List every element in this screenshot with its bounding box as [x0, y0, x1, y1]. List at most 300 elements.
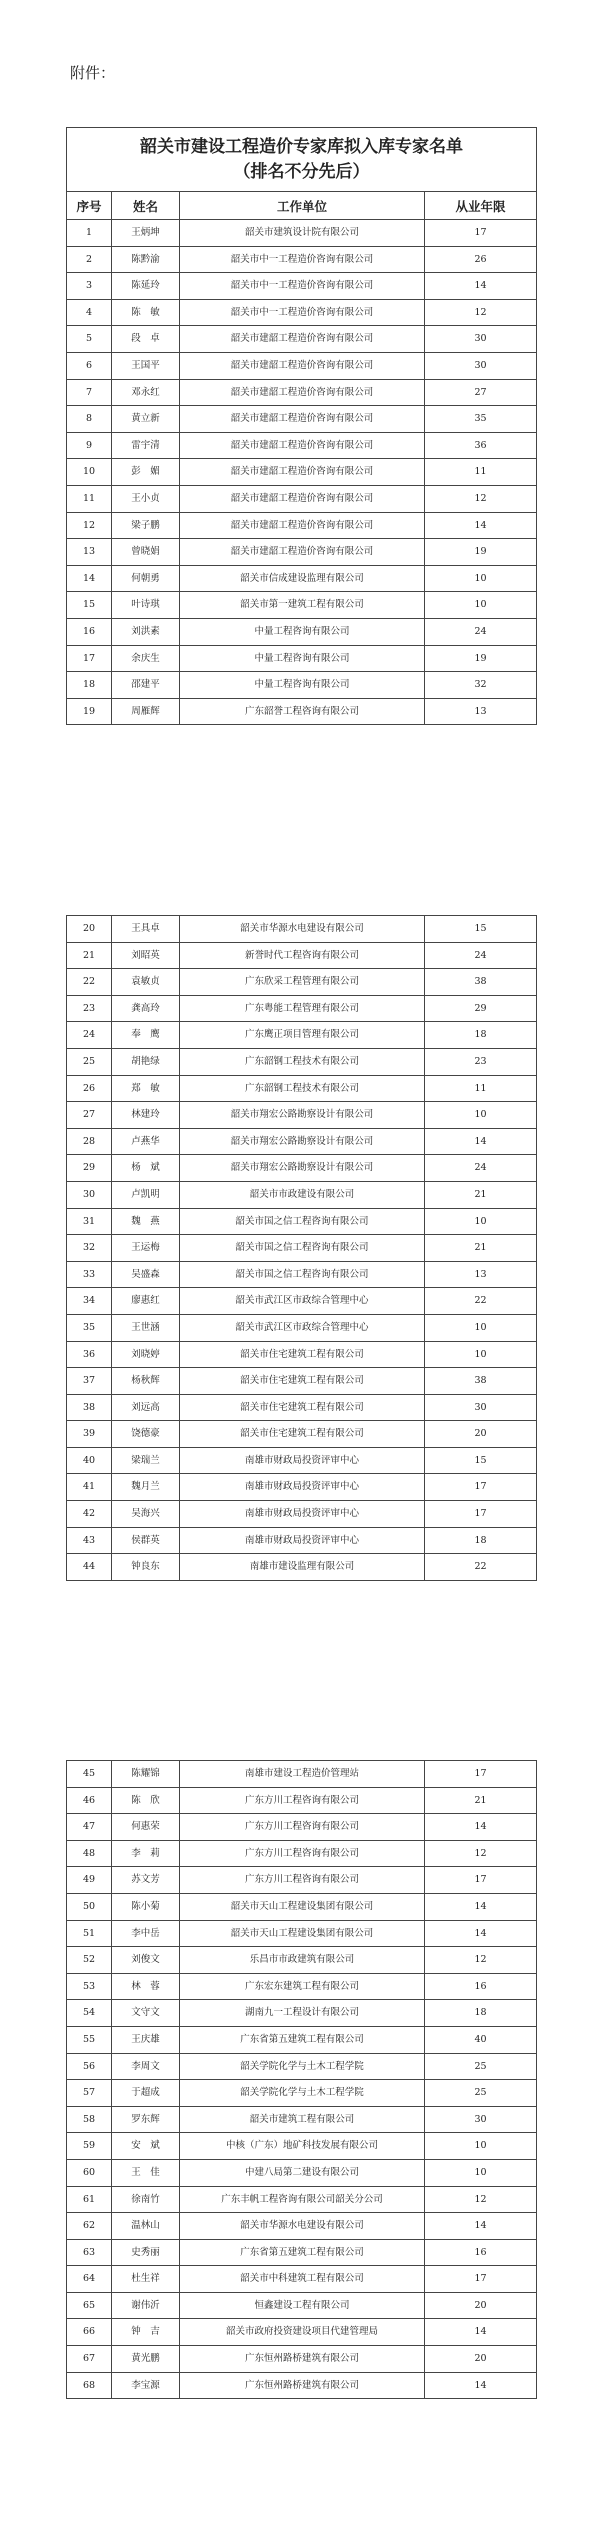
cell-years: 17: [425, 1474, 537, 1501]
cell-no: 49: [67, 1867, 112, 1894]
cell-years: 22: [425, 1288, 537, 1315]
cell-name: 吴海兴: [112, 1501, 180, 1528]
cell-no: 13: [67, 539, 112, 566]
cell-years: 14: [425, 273, 537, 300]
table-row: [67, 969, 537, 996]
cell-unit: 韶关市华源水电建设有限公司: [180, 2213, 425, 2240]
table-row: [67, 2292, 537, 2319]
table-row: [67, 1501, 537, 1528]
cell-years: 18: [425, 2000, 537, 2027]
cell-unit: 韶关市建韶工程造价咨询有限公司: [180, 432, 425, 459]
table-row: [67, 1554, 537, 1581]
cell-name: 王具卓: [112, 916, 180, 943]
cell-no: 5: [67, 326, 112, 353]
cell-years: 17: [425, 1761, 537, 1788]
cell-years: 14: [425, 1814, 537, 1841]
table-row: [67, 2239, 537, 2266]
cell-name: 史秀丽: [112, 2239, 180, 2266]
title-subtitle: （排名不分先后）: [233, 161, 370, 182]
table-row: [67, 2133, 537, 2160]
table-row: [67, 2372, 537, 2399]
cell-name: 魏月兰: [112, 1474, 180, 1501]
cell-no: 53: [67, 1973, 112, 2000]
cell-no: 46: [67, 1787, 112, 1814]
cell-name: 杨 斌: [112, 1155, 180, 1182]
cell-years: 10: [425, 592, 537, 619]
cell-name: 王庆雄: [112, 2026, 180, 2053]
cell-no: 52: [67, 1947, 112, 1974]
table-row: [67, 1867, 537, 1894]
cell-name: 王 佳: [112, 2159, 180, 2186]
cell-years: 27: [425, 379, 537, 406]
cell-unit: 南雄市建设工程造价管理站: [180, 1761, 425, 1788]
cell-no: 8: [67, 406, 112, 433]
cell-unit: 韶关市国之信工程咨询有限公司: [180, 1261, 425, 1288]
table-row: [67, 942, 537, 969]
cell-no: 24: [67, 1022, 112, 1049]
table-row: [67, 539, 537, 566]
cell-no: 59: [67, 2133, 112, 2160]
cell-unit: 韶关学院化学与土木工程学院: [180, 2053, 425, 2080]
cell-years: 20: [425, 2292, 537, 2319]
cell-no: 41: [67, 1474, 112, 1501]
cell-years: 21: [425, 1181, 537, 1208]
header-no: 序号: [67, 192, 112, 220]
cell-unit: 韶关市天山工程建设集团有限公司: [180, 1893, 425, 1920]
table-row: [67, 1314, 537, 1341]
cell-unit: 韶关市建筑工程有限公司: [180, 2106, 425, 2133]
cell-name: 吴盛森: [112, 1261, 180, 1288]
cell-name: 林 蓉: [112, 1973, 180, 2000]
cell-name: 文守文: [112, 2000, 180, 2027]
cell-unit: 韶关市住宅建筑工程有限公司: [180, 1368, 425, 1395]
table-row: [67, 1341, 537, 1368]
cell-years: 17: [425, 1501, 537, 1528]
cell-years: 10: [425, 2159, 537, 2186]
cell-unit: 广东省第五建筑工程有限公司: [180, 2239, 425, 2266]
cell-no: 51: [67, 1920, 112, 1947]
cell-no: 14: [67, 565, 112, 592]
cell-no: 55: [67, 2026, 112, 2053]
cell-unit: 广东粤能工程管理有限公司: [180, 995, 425, 1022]
cell-years: 13: [425, 1261, 537, 1288]
title-main: 韶关市建设工程造价专家库拟入库专家名单: [140, 136, 463, 157]
cell-no: 45: [67, 1761, 112, 1788]
cell-name: 段 卓: [112, 326, 180, 353]
table-row: [67, 2080, 537, 2107]
cell-no: 12: [67, 512, 112, 539]
cell-years: 30: [425, 2106, 537, 2133]
cell-no: 33: [67, 1261, 112, 1288]
cell-name: 卢凯明: [112, 1181, 180, 1208]
cell-no: 35: [67, 1314, 112, 1341]
table-row: [67, 2159, 537, 2186]
cell-unit: 韶关市信成建设监理有限公司: [180, 565, 425, 592]
cell-unit: 广东宏东建筑工程有限公司: [180, 1973, 425, 2000]
cell-no: 36: [67, 1341, 112, 1368]
cell-years: 17: [425, 220, 537, 247]
cell-no: 20: [67, 916, 112, 943]
cell-name: 王国平: [112, 352, 180, 379]
cell-unit: 广东省第五建筑工程有限公司: [180, 2026, 425, 2053]
cell-years: 11: [425, 459, 537, 486]
table-row: [67, 2106, 537, 2133]
table-row: [67, 379, 537, 406]
cell-unit: 中建八局第二建设有限公司: [180, 2159, 425, 2186]
cell-name: 王炳坤: [112, 220, 180, 247]
cell-no: 48: [67, 1840, 112, 1867]
cell-name: 廖惠红: [112, 1288, 180, 1315]
header-years: 从业年限: [425, 192, 537, 220]
cell-name: 杜生祥: [112, 2266, 180, 2293]
table-row: [67, 645, 537, 672]
cell-name: 黄立新: [112, 406, 180, 433]
cell-name: 钟 吉: [112, 2319, 180, 2346]
cell-unit: 韶关市建韶工程造价咨询有限公司: [180, 485, 425, 512]
cell-unit: 韶关市建韶工程造价咨询有限公司: [180, 379, 425, 406]
cell-no: 67: [67, 2346, 112, 2373]
cell-name: 胡艳绿: [112, 1048, 180, 1075]
table-row: [67, 2213, 537, 2240]
expert-list-table-page-1: [66, 127, 537, 725]
cell-unit: 韶关市建韶工程造价咨询有限公司: [180, 406, 425, 433]
cell-years: 17: [425, 2266, 537, 2293]
cell-unit: 韶关市建筑设计院有限公司: [180, 220, 425, 247]
cell-years: 21: [425, 1787, 537, 1814]
cell-name: 刘俊文: [112, 1947, 180, 1974]
cell-name: 龚高玲: [112, 995, 180, 1022]
cell-name: 黄光鹏: [112, 2346, 180, 2373]
cell-no: 22: [67, 969, 112, 996]
table-row: [67, 299, 537, 326]
cell-name: 奉 鹰: [112, 1022, 180, 1049]
cell-years: 32: [425, 672, 537, 699]
cell-years: 23: [425, 1048, 537, 1075]
cell-years: 14: [425, 2372, 537, 2399]
cell-name: 刘远高: [112, 1394, 180, 1421]
cell-name: 周雁辉: [112, 698, 180, 725]
cell-no: 4: [67, 299, 112, 326]
table-row: [67, 698, 537, 725]
cell-no: 17: [67, 645, 112, 672]
cell-years: 12: [425, 485, 537, 512]
cell-no: 62: [67, 2213, 112, 2240]
cell-years: 29: [425, 995, 537, 1022]
cell-name: 杨秋辉: [112, 1368, 180, 1395]
cell-no: 9: [67, 432, 112, 459]
cell-years: 17: [425, 1867, 537, 1894]
cell-no: 30: [67, 1181, 112, 1208]
cell-no: 29: [67, 1155, 112, 1182]
table-body: [67, 1761, 537, 2399]
cell-unit: 南雄市财政局投资评审中心: [180, 1474, 425, 1501]
table-row: [67, 2026, 537, 2053]
table-row: [67, 326, 537, 353]
cell-name: 于超成: [112, 2080, 180, 2107]
cell-years: 10: [425, 1102, 537, 1129]
table-row: [67, 432, 537, 459]
cell-years: 10: [425, 1208, 537, 1235]
cell-name: 刘昭英: [112, 942, 180, 969]
cell-no: 25: [67, 1048, 112, 1075]
table-row: [67, 1527, 537, 1554]
header-row: [67, 192, 537, 220]
table-row: [67, 1128, 537, 1155]
cell-no: 37: [67, 1368, 112, 1395]
header-unit: 工作单位: [180, 192, 425, 220]
table-row: [67, 1155, 537, 1182]
cell-years: 19: [425, 645, 537, 672]
cell-years: 24: [425, 1155, 537, 1182]
cell-years: 12: [425, 1840, 537, 1867]
table-row: [67, 2053, 537, 2080]
table-row: [67, 916, 537, 943]
cell-name: 余庆生: [112, 645, 180, 672]
cell-no: 66: [67, 2319, 112, 2346]
cell-unit: 韶关市翔宏公路勘察设计有限公司: [180, 1102, 425, 1129]
cell-unit: 广东方川工程咨询有限公司: [180, 1867, 425, 1894]
cell-name: 陈 敏: [112, 299, 180, 326]
cell-unit: 湖南九一工程设计有限公司: [180, 2000, 425, 2027]
cell-years: 12: [425, 299, 537, 326]
cell-no: 63: [67, 2239, 112, 2266]
cell-name: 谢伟沂: [112, 2292, 180, 2319]
cell-unit: 韶关市建韶工程造价咨询有限公司: [180, 539, 425, 566]
cell-unit: 广东韶誉工程咨询有限公司: [180, 698, 425, 725]
cell-no: 11: [67, 485, 112, 512]
table-body: [67, 220, 537, 725]
table-row: [67, 2266, 537, 2293]
cell-years: 14: [425, 1893, 537, 1920]
cell-name: 彭 媚: [112, 459, 180, 486]
cell-no: 58: [67, 2106, 112, 2133]
table-row: [67, 1761, 537, 1788]
cell-years: 36: [425, 432, 537, 459]
cell-unit: 韶关市中一工程造价咨询有限公司: [180, 299, 425, 326]
table-row: [67, 352, 537, 379]
cell-unit: 韶关市国之信工程咨询有限公司: [180, 1235, 425, 1262]
cell-years: 30: [425, 326, 537, 353]
cell-years: 14: [425, 1128, 537, 1155]
table-row: [67, 2000, 537, 2027]
cell-no: 42: [67, 1501, 112, 1528]
cell-unit: 韶关市中科建筑工程有限公司: [180, 2266, 425, 2293]
cell-years: 10: [425, 1314, 537, 1341]
cell-unit: 韶关市翔宏公路勘察设计有限公司: [180, 1155, 425, 1182]
cell-name: 安 斌: [112, 2133, 180, 2160]
cell-name: 李周文: [112, 2053, 180, 2080]
table-row: [67, 1447, 537, 1474]
cell-no: 7: [67, 379, 112, 406]
cell-name: 苏文芳: [112, 1867, 180, 1894]
cell-name: 梁子鹏: [112, 512, 180, 539]
cell-unit: 广东方川工程咨询有限公司: [180, 1787, 425, 1814]
table-row: [67, 1288, 537, 1315]
table-row: [67, 459, 537, 486]
cell-name: 徐南竹: [112, 2186, 180, 2213]
cell-unit: 韶关市翔宏公路勘察设计有限公司: [180, 1128, 425, 1155]
cell-years: 18: [425, 1022, 537, 1049]
cell-no: 56: [67, 2053, 112, 2080]
cell-years: 14: [425, 2319, 537, 2346]
table-row: [67, 1474, 537, 1501]
cell-years: 22: [425, 1554, 537, 1581]
cell-name: 邵建平: [112, 672, 180, 699]
cell-name: 罗东辉: [112, 2106, 180, 2133]
expert-list-table-page-3: [66, 1760, 537, 2399]
cell-name: 陈 欣: [112, 1787, 180, 1814]
cell-name: 曾晓娟: [112, 539, 180, 566]
table-row: [67, 1840, 537, 1867]
cell-no: 34: [67, 1288, 112, 1315]
cell-no: 32: [67, 1235, 112, 1262]
table-row: [67, 1235, 537, 1262]
cell-years: 38: [425, 1368, 537, 1395]
cell-years: 16: [425, 1973, 537, 2000]
cell-unit: 南雄市建设监理有限公司: [180, 1554, 425, 1581]
cell-name: 陈小菊: [112, 1893, 180, 1920]
cell-no: 16: [67, 618, 112, 645]
cell-years: 40: [425, 2026, 537, 2053]
cell-name: 陈黔渝: [112, 246, 180, 273]
table-row: [67, 1022, 537, 1049]
attachment-label: 附件：: [70, 64, 116, 82]
cell-unit: 中核（广东）地矿科技发展有限公司: [180, 2133, 425, 2160]
cell-name: 卢燕华: [112, 1128, 180, 1155]
cell-years: 25: [425, 2080, 537, 2107]
cell-years: 12: [425, 2186, 537, 2213]
table-row: [67, 1048, 537, 1075]
cell-no: 18: [67, 672, 112, 699]
cell-name: 陈耀锦: [112, 1761, 180, 1788]
cell-unit: 韶关市华源水电建设有限公司: [180, 916, 425, 943]
cell-unit: 韶关市武江区市政综合管理中心: [180, 1288, 425, 1315]
table-row: [67, 618, 537, 645]
cell-years: 14: [425, 512, 537, 539]
cell-unit: 恒鑫建设工程有限公司: [180, 2292, 425, 2319]
cell-unit: 韶关市住宅建筑工程有限公司: [180, 1394, 425, 1421]
cell-years: 20: [425, 2346, 537, 2373]
cell-no: 6: [67, 352, 112, 379]
cell-no: 27: [67, 1102, 112, 1129]
cell-no: 1: [67, 220, 112, 247]
cell-unit: 广东恒州路桥建筑有限公司: [180, 2346, 425, 2373]
cell-years: 15: [425, 1447, 537, 1474]
table-row: [67, 406, 537, 433]
cell-unit: 韶关市中一工程造价咨询有限公司: [180, 246, 425, 273]
cell-unit: 韶关市武江区市政综合管理中心: [180, 1314, 425, 1341]
table-row: [67, 1394, 537, 1421]
table-row: [67, 2346, 537, 2373]
cell-years: 21: [425, 1235, 537, 1262]
cell-unit: 韶关市国之信工程咨询有限公司: [180, 1208, 425, 1235]
cell-unit: 乐昌市市政建筑有限公司: [180, 1947, 425, 1974]
table-row: [67, 1814, 537, 1841]
cell-unit: 广东韶钢工程技术有限公司: [180, 1048, 425, 1075]
table-row: [67, 1787, 537, 1814]
table-title: [67, 128, 537, 192]
cell-no: 50: [67, 1893, 112, 1920]
cell-unit: 韶关市建韶工程造价咨询有限公司: [180, 459, 425, 486]
cell-no: 40: [67, 1447, 112, 1474]
cell-unit: 南雄市财政局投资评审中心: [180, 1447, 425, 1474]
cell-no: 3: [67, 273, 112, 300]
table-row: [67, 1893, 537, 1920]
cell-name: 温林山: [112, 2213, 180, 2240]
cell-name: 林建玲: [112, 1102, 180, 1129]
cell-unit: 新誉时代工程咨询有限公司: [180, 942, 425, 969]
cell-no: 28: [67, 1128, 112, 1155]
table-row: [67, 1947, 537, 1974]
table-row: [67, 1208, 537, 1235]
table-row: [67, 1102, 537, 1129]
cell-years: 25: [425, 2053, 537, 2080]
cell-unit: 中量工程咨询有限公司: [180, 618, 425, 645]
cell-no: 31: [67, 1208, 112, 1235]
cell-no: 19: [67, 698, 112, 725]
cell-years: 20: [425, 1421, 537, 1448]
cell-no: 21: [67, 942, 112, 969]
table-row: [67, 220, 537, 247]
cell-unit: 韶关市第一建筑工程有限公司: [180, 592, 425, 619]
cell-unit: 韶关市住宅建筑工程有限公司: [180, 1341, 425, 1368]
table-row: [67, 1973, 537, 2000]
cell-name: 王运梅: [112, 1235, 180, 1262]
cell-unit: 中量工程咨询有限公司: [180, 645, 425, 672]
cell-years: 10: [425, 2133, 537, 2160]
cell-unit: 广东韶钢工程技术有限公司: [180, 1075, 425, 1102]
cell-name: 何惠荣: [112, 1814, 180, 1841]
cell-name: 钟良东: [112, 1554, 180, 1581]
cell-years: 18: [425, 1527, 537, 1554]
cell-unit: 韶关市建韶工程造价咨询有限公司: [180, 326, 425, 353]
cell-no: 39: [67, 1421, 112, 1448]
cell-name: 饶德豪: [112, 1421, 180, 1448]
cell-no: 26: [67, 1075, 112, 1102]
cell-name: 梁瑞兰: [112, 1447, 180, 1474]
expert-list-table-page-2: [66, 915, 537, 1581]
cell-name: 刘晓婷: [112, 1341, 180, 1368]
cell-no: 47: [67, 1814, 112, 1841]
cell-years: 30: [425, 352, 537, 379]
cell-no: 2: [67, 246, 112, 273]
cell-unit: 韶关市市政建设有限公司: [180, 1181, 425, 1208]
cell-unit: 广东方川工程咨询有限公司: [180, 1840, 425, 1867]
cell-no: 61: [67, 2186, 112, 2213]
cell-unit: 韶关学院化学与土木工程学院: [180, 2080, 425, 2107]
cell-name: 何朝勇: [112, 565, 180, 592]
cell-years: 12: [425, 1947, 537, 1974]
cell-name: 刘洪素: [112, 618, 180, 645]
table-row: [67, 485, 537, 512]
cell-no: 23: [67, 995, 112, 1022]
cell-unit: 韶关市住宅建筑工程有限公司: [180, 1421, 425, 1448]
cell-no: 54: [67, 2000, 112, 2027]
table-row: [67, 512, 537, 539]
cell-no: 43: [67, 1527, 112, 1554]
cell-unit: 广东恒州路桥建筑有限公司: [180, 2372, 425, 2399]
cell-name: 魏 燕: [112, 1208, 180, 1235]
cell-name: 李中岳: [112, 1920, 180, 1947]
table-row: [67, 1075, 537, 1102]
cell-name: 李宝源: [112, 2372, 180, 2399]
cell-name: 袁敏贞: [112, 969, 180, 996]
cell-no: 57: [67, 2080, 112, 2107]
cell-years: 14: [425, 1920, 537, 1947]
cell-years: 13: [425, 698, 537, 725]
cell-years: 16: [425, 2239, 537, 2266]
cell-no: 44: [67, 1554, 112, 1581]
